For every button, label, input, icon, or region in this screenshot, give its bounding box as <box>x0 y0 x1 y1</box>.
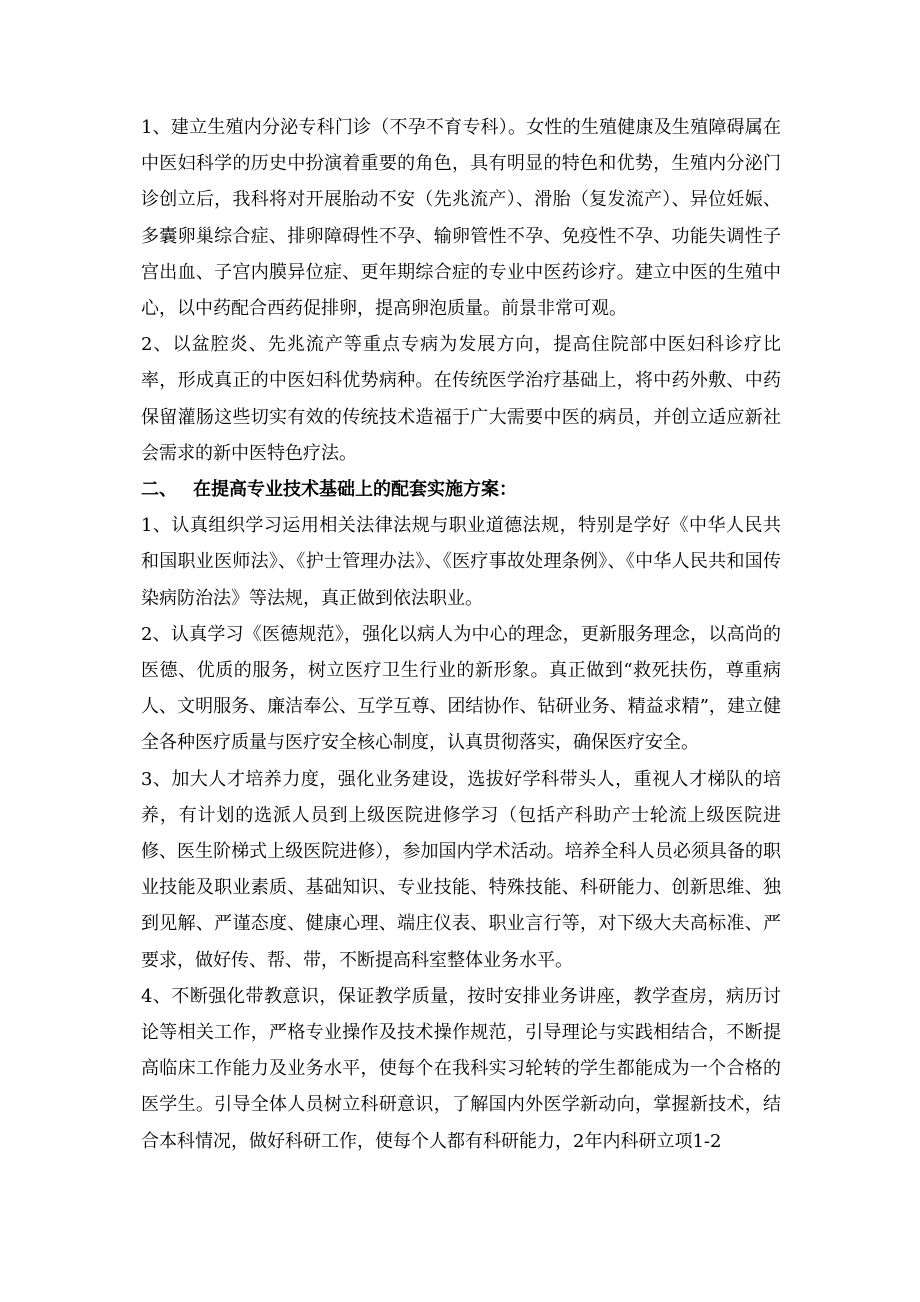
section-number: 二、 <box>141 479 177 501</box>
paragraph-4: 2、认真学习《医德规范》，强化以病人为中心的理念，更新服务理念，以高尚的医德、优质的服务，树立医疗卫生行业的新形象。真正做到“救死扶伤，尊重病人、文明服务、廉洁奉公、互学互尊、团结协作、钻研业务、精益求精”，建立健全各种医疗质量与医疗安全核心制度，认真贯彻落实，确保医疗安全。 <box>141 623 781 754</box>
paragraph-1: 1、建立生殖内分泌专科门诊（不孕不育专科）。女性的生殖健康及生殖障碍属在中医妇科学的历史中扮演着重要的角色，具有明显的特色和优势，生殖内分泌门诊创立后，我科将对开展胎动不安（先兆流产）、滑胎（复发流产）、异位妊娠、多囊卵巢综合症、排卵障碍性不孕、输卵管性不孕、免疫性不孕、功能失调性子宫出血、子宫内膜异位症、更年期综合症的专业中医药诊疗。建立中医的生殖中心，以中药配合西药促排卵，提高卵泡质量。前景非常可观。 <box>141 117 781 320</box>
section-heading <box>141 472 781 508</box>
paragraph-3: 1、认真组织学习运用相关法律法规与职业道德法规，特别是学好《中华人民共和国职业医师法》、《护士管理办法》、《医疗事故处理条例》、《中华人民共和国传染病防治法》等法规，真正做到依法职业。 <box>141 515 781 609</box>
paragraph-5: 3、加大人才培养力度，强化业务建设，选拔好学科带头人，重视人才梯队的培养，有计划的选派人员到上级医院进修学习（包括产科助产士轮流上级医院进修、医生阶梯式上级医院进修），参加国内学术活动。培养全科人员必须具备的职业技能及职业素质、基础知识、专业技能、特殊技能、科研能力、创新思维、独到见解、严谨态度、健康心理、端庄仪表、职业言行等，对下级大夫高标准、严要求，做好传、帮、带，不断提高科室整体业务水平。 <box>141 768 781 971</box>
paragraph-2: 2、以盆腔炎、先兆流产等重点专病为发展方向，提高住院部中医妇科诊疗比率，形成真正的中医妇科优势病种。在传统医学治疗基础上，将中药外敷、中药保留灌肠这些切实有效的传统技术造福于广大需要中医的病员，并创立适应新社会需求的新中医特色疗法。 <box>141 334 781 464</box>
paragraph-6: 4、不断强化带教意识，保证教学质量，按时安排业务讲座，教学查房，病历讨论等相关工作，严格专业操作及技术操作规范，引导理论与实践相结合，不断提高临床工作能力及业务水平，使每个在我科实习轮转的学生都能成为一个合格的医学生。引导全体人员树立科研意识，了解国内外医学新动向，掌握新技术，结合本科情况，做好科研工作，使每个人都有科研能力，2年内科研立项1-2 <box>141 985 781 1152</box>
document-body <box>141 110 781 1160</box>
section-title: 在提高专业技术基础上的配套实施方案： <box>193 479 517 501</box>
